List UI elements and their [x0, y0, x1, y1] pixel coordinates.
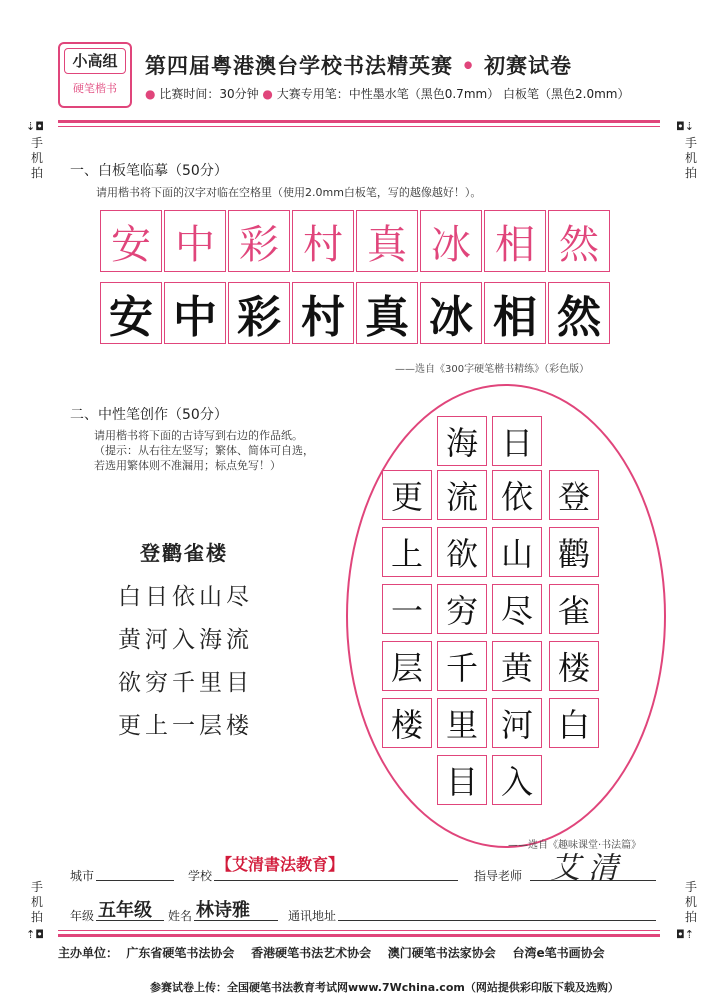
- work-char[interactable]: 楼: [382, 698, 432, 748]
- side-label-right-top: 手 机 拍: [684, 136, 697, 180]
- grade-label: 年级: [70, 909, 95, 923]
- side-label-left-top: 手 机 拍: [30, 136, 43, 180]
- work-char[interactable]: 黄: [492, 641, 542, 691]
- school-label: 学校: [188, 869, 213, 883]
- model-char: 中: [164, 210, 226, 272]
- school-field[interactable]: [214, 879, 458, 881]
- work-char[interactable]: 一: [382, 584, 432, 634]
- organizers: 主办单位： 广东省硬笔书法协会 香港硬笔书法艺术协会 澳门硬笔书法家协会 台湾e笔书画协会: [58, 946, 605, 960]
- work-char[interactable]: 河: [492, 698, 542, 748]
- practice-char[interactable]: 村: [292, 282, 354, 344]
- exam-info: [145, 85, 629, 102]
- model-grid: [100, 210, 612, 272]
- practice-char[interactable]: 安: [100, 282, 162, 344]
- model-char: 安: [100, 210, 162, 272]
- title-main: 第四届粤港澳台学校书法精英赛: [145, 53, 453, 78]
- practice-char[interactable]: 中: [164, 282, 226, 344]
- school-value: 【艾清書法教育】: [216, 855, 345, 874]
- model-char: 村: [292, 210, 354, 272]
- poem-title: 登鹳雀楼: [140, 541, 228, 565]
- work-char[interactable]: 雀: [549, 584, 599, 634]
- work-char[interactable]: 层: [382, 641, 432, 691]
- camera-icon: ⇡◘: [26, 928, 44, 941]
- work-char[interactable]: 楼: [549, 641, 599, 691]
- poem-line: 白日依山尽: [118, 584, 253, 610]
- work-char[interactable]: 欲: [437, 527, 487, 577]
- city-label: 城市: [70, 869, 95, 883]
- model-char: 彩: [228, 210, 290, 272]
- header-divider: [58, 120, 660, 123]
- section1-instruction: 请用楷书将下面的汉字对临在空格里（使用2.0mm白板笔，写的越像越好！）。: [96, 186, 482, 199]
- camera-icon: ⇣◘: [26, 120, 44, 133]
- work-char[interactable]: 依: [492, 470, 542, 520]
- side-label-left-bottom: 手 机 拍: [30, 880, 43, 924]
- work-char[interactable]: 白: [549, 698, 599, 748]
- exam-pen: 大赛专用笔：中性墨水笔（黑色0.7mm） 白板笔（黑色2.0mm）: [276, 87, 630, 101]
- work-char[interactable]: 日: [492, 416, 542, 466]
- model-char: 相: [484, 210, 546, 272]
- title-dot: •: [461, 53, 476, 78]
- poem-line: 黄河入海流: [118, 627, 253, 653]
- name-value: 林诗雅: [196, 900, 250, 921]
- address-field[interactable]: [338, 919, 656, 921]
- camera-icon: ◘⇡: [676, 928, 694, 941]
- work-char[interactable]: 目: [437, 755, 487, 805]
- exam-time: 比赛时间：30分钟: [159, 87, 259, 101]
- work-char[interactable]: 千: [437, 641, 487, 691]
- practice-char[interactable]: 彩: [228, 282, 290, 344]
- city-field[interactable]: [96, 879, 174, 881]
- teacher-label: 指导老师: [474, 869, 523, 883]
- work-char[interactable]: 流: [437, 470, 487, 520]
- poem-line: 欲穷千里目: [118, 670, 253, 696]
- side-label-right-bottom: 手 机 拍: [684, 880, 697, 924]
- model-char: 真: [356, 210, 418, 272]
- work-char[interactable]: 山: [492, 527, 542, 577]
- model-char: 然: [548, 210, 610, 272]
- header-divider-thin: [58, 126, 660, 127]
- work-char[interactable]: 海: [437, 416, 487, 466]
- work-char[interactable]: 尽: [492, 584, 542, 634]
- model-char: 冰: [420, 210, 482, 272]
- upload-info: 参赛试卷上传：全国硬笔书法教育考试网www.7Wchina.com（网站提供彩印版下载及选购）: [150, 981, 619, 994]
- title-suffix: 初赛试卷: [484, 53, 573, 78]
- page-title: [145, 50, 572, 80]
- work-char[interactable]: 里: [437, 698, 487, 748]
- work-char[interactable]: 更: [382, 470, 432, 520]
- section2-source: ——选自《趣味课堂·书法篇》: [508, 840, 642, 851]
- practice-char[interactable]: 相: [484, 282, 546, 344]
- work-char[interactable]: 入: [492, 755, 542, 805]
- bullet-icon: ●: [262, 87, 273, 101]
- address-label: 通讯地址: [288, 909, 337, 923]
- work-char[interactable]: 鹳: [549, 527, 599, 577]
- practice-char[interactable]: 冰: [420, 282, 482, 344]
- practice-grid: [100, 282, 612, 344]
- practice-char[interactable]: 然: [548, 282, 610, 344]
- group-label: 小高组: [64, 48, 126, 74]
- group-badge: [58, 42, 132, 108]
- camera-icon: ◘⇣: [676, 120, 694, 133]
- category-label: 硬笔楷书: [73, 82, 117, 95]
- work-char[interactable]: 上: [382, 527, 432, 577]
- practice-char[interactable]: 真: [356, 282, 418, 344]
- work-char[interactable]: 穷: [437, 584, 487, 634]
- name-label: 姓名: [168, 909, 193, 923]
- section2-heading: 二、中性笔创作（50分）: [70, 407, 228, 423]
- section1-source: ——选自《300字硬笔楷书精练》（彩色版）: [395, 364, 590, 375]
- section1-heading: 一、白板笔临摹（50分）: [70, 163, 228, 179]
- section2-instruction: 请用楷书将下面的古诗写到右边的作品纸。 （提示：从右往左竖写；繁体、简体可自选， 若选用繁体则不准漏用；标点免写！）: [94, 429, 314, 472]
- footer-divider: [58, 934, 660, 937]
- poem-line: 更上一层楼: [118, 713, 253, 739]
- grade-value: 五年级: [98, 900, 152, 921]
- work-char[interactable]: 登: [549, 470, 599, 520]
- footer-divider-thin: [58, 930, 660, 931]
- bullet-icon: ●: [145, 87, 156, 101]
- teacher-signature: 艾清: [550, 851, 626, 886]
